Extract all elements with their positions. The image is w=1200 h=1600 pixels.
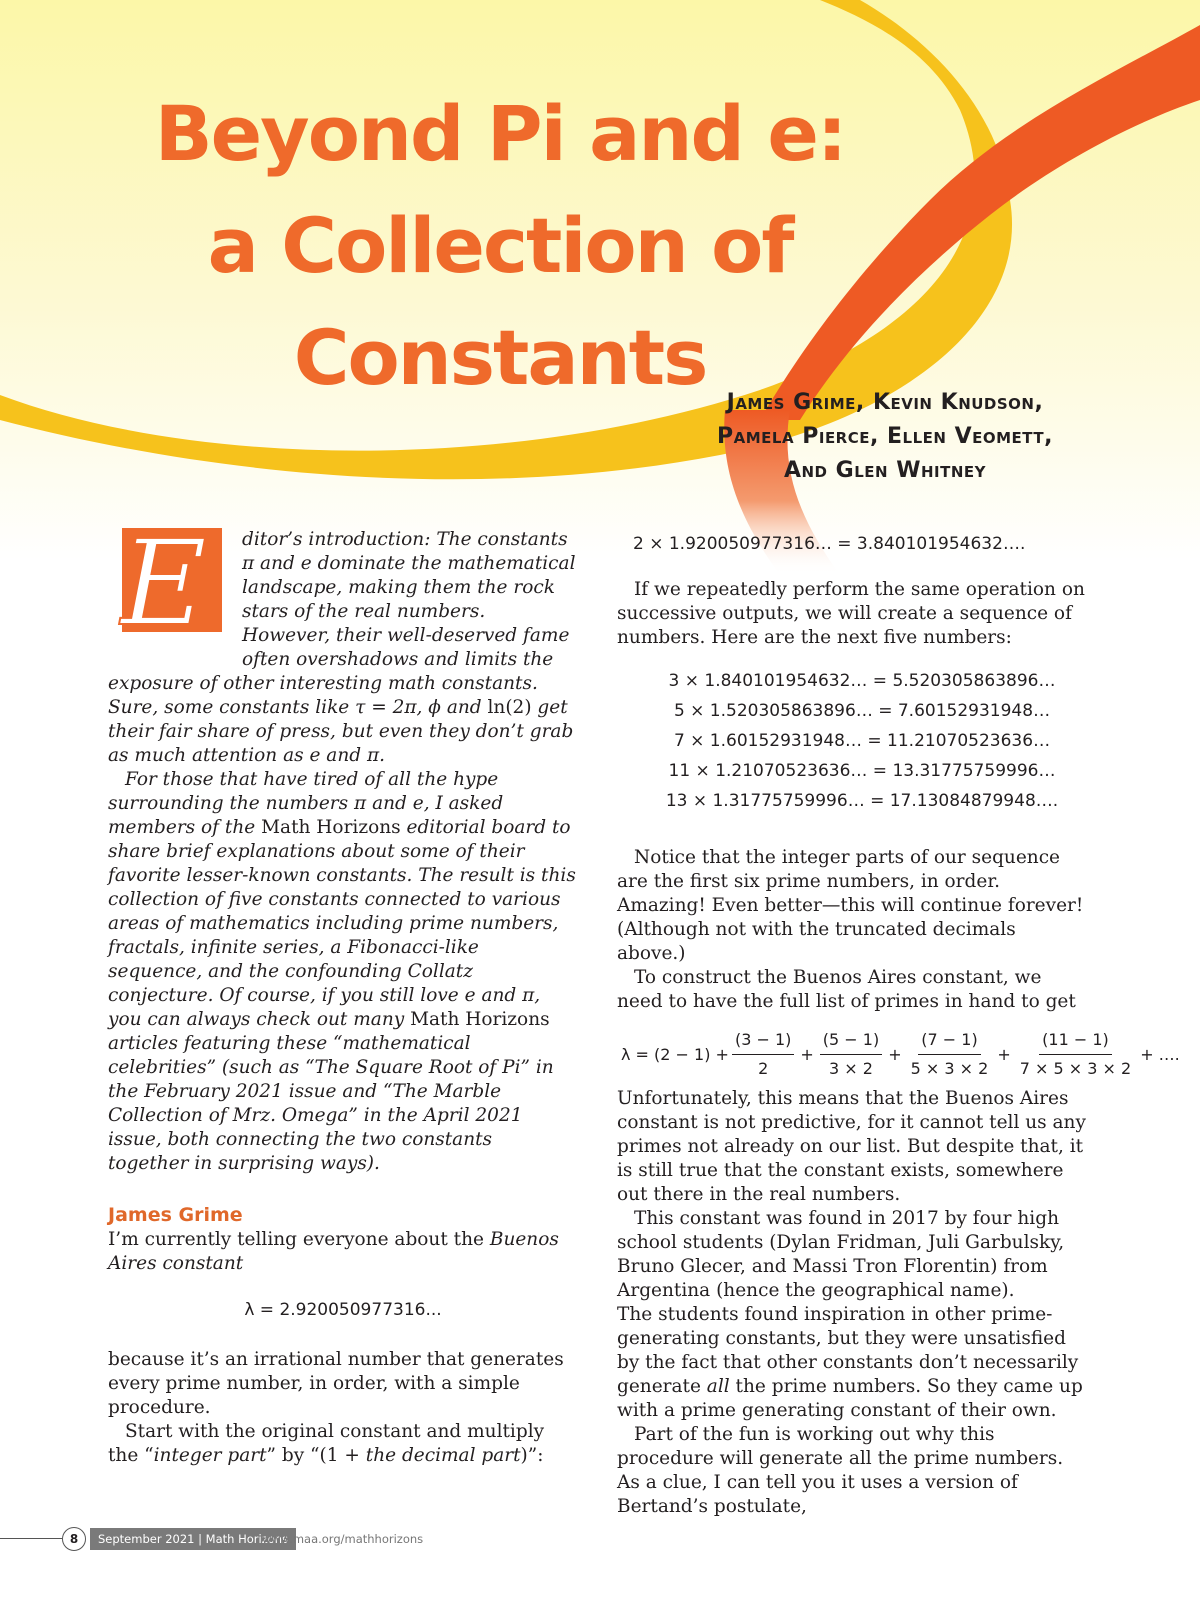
body-text: I’m currently telling everyone about the xyxy=(108,1229,490,1250)
intro-text: and e, I asked members of the xyxy=(108,793,504,838)
body-text: )”: xyxy=(520,1445,544,1466)
footer-url[interactable]: www.maa.org/mathhorizons xyxy=(262,1532,424,1546)
body-paragraph xyxy=(108,1420,578,1468)
title-line-3: Constants xyxy=(293,313,707,402)
series-tail: + …. xyxy=(1140,1044,1180,1064)
intro-paragraph-2 xyxy=(108,768,578,1176)
article-title xyxy=(120,78,880,414)
intro-text: ditor’s introduction: The constants xyxy=(242,529,568,550)
dropcap xyxy=(106,528,226,648)
body-text: Start with the original constant and multiply the “ xyxy=(108,1421,545,1466)
intro-text: editorial board to share brief explanations about some of their favorite lesser-known constants. The result is this collection of five constants connected to various areas of mathematics including prime numbers, fractals, infinite series, a Fibonacci-like sequence, and the confounding Collatz conjecture. Of course, if you still love e and xyxy=(108,817,576,1006)
emphasis-text: all xyxy=(706,1376,730,1397)
plus-sign: + xyxy=(800,1044,814,1064)
intro-text: articles featuring these “mathematical celebrities” (such as “The Square Root of Pi” in the February 2021 issue and “The Marble Collection of Mrz. Omega” in the April 2021 issue, both connecting the two constants together in surprising ways). xyxy=(108,1033,554,1174)
equation-list xyxy=(637,666,1087,816)
lambda-equation: λ = 2.920050977316... xyxy=(244,1300,442,1320)
body-paragraph xyxy=(617,1303,1087,1423)
left-column xyxy=(108,528,578,1468)
authors-line-3: And Glen Whitney xyxy=(783,458,987,483)
body-paragraph: Part of the fun is working out why this procedure will generate all the prime numbers. As a clue, I can tell you it uses a version of Bertand’s postulate, xyxy=(617,1424,1064,1517)
intro-text: and xyxy=(254,553,301,574)
footer-rule xyxy=(0,1538,62,1539)
page-footer xyxy=(0,1526,460,1552)
article-authors xyxy=(650,386,1120,488)
pi-symbol: π. xyxy=(366,745,386,766)
ln2-expression: ln(2) xyxy=(487,697,532,718)
body-text: the prime numbers. So they came up with a prime generating constant of their own. xyxy=(617,1376,1083,1421)
fraction xyxy=(820,1028,882,1081)
pi-symbol: π xyxy=(242,553,255,574)
equation-row: 5 × 1.520305863896… = 7.60152931948… xyxy=(673,701,1051,721)
fraction xyxy=(1017,1028,1134,1081)
right-body-text xyxy=(617,578,1087,650)
title-line-1: Beyond Pi and e: xyxy=(154,89,846,178)
emphasis-text: Buenos Aires constant xyxy=(108,1229,559,1274)
authors-line-2: Pamela Pierce, Ellen Veomett, xyxy=(717,424,1053,449)
right-body-text xyxy=(617,1087,1087,1519)
fraction-numerator: (5 − 1) xyxy=(820,1028,882,1055)
equation-row: 3 × 1.840101954632… = 5.520305863896… xyxy=(668,671,1056,691)
equation-first: 2 × 1.920050977316… = 3.840101954632…. xyxy=(633,534,1026,554)
body-paragraph: If we repeatedly perform the same operation on successive outputs, we will create a sequence of numbers. Here are the next five numbers: xyxy=(617,579,1085,648)
right-body-text xyxy=(617,846,1087,1014)
tau-expression: τ = 2π, ϕ xyxy=(355,697,441,718)
body-paragraph: This constant was found in 2017 by four high school students (Dylan Fridman, Juli Garbulsky, Bruno Glecer, and Massi Tron Florentin) from Argentina (hence the geographical name). xyxy=(617,1208,1065,1301)
dropcap-letter: E xyxy=(120,528,208,648)
intro-text: you can always check out many xyxy=(108,1009,411,1030)
body-paragraph: Notice that the integer parts of our sequence are the first six prime numbers, in order. Amazing! Even better—this will continue forever! (Although not with the truncated decimals above.) xyxy=(617,847,1084,964)
intro-text: For those that have tired of all the hype surrounding the numbers xyxy=(108,769,499,814)
authors-line-1: James Grime, Kevin Knudson, xyxy=(726,390,1044,415)
right-column xyxy=(617,528,1180,1519)
fraction-numerator: (11 − 1) xyxy=(1039,1028,1112,1055)
pi-symbol: π, xyxy=(522,985,541,1006)
body-paragraph xyxy=(108,1228,578,1276)
plus-sign: + xyxy=(997,1044,1011,1064)
title-line-2: a Collection of xyxy=(207,201,793,290)
plus-sign: + xyxy=(888,1044,902,1064)
intro-text: get their fair share of press, but even they don’t grab as much attention as e and xyxy=(108,697,574,766)
fraction xyxy=(908,1028,992,1081)
page-number: 8 xyxy=(62,1527,86,1551)
fraction-denominator: 2 xyxy=(758,1059,769,1078)
body-text: ” by “(1 + xyxy=(266,1445,366,1466)
pi-symbol: π xyxy=(354,793,367,814)
intro-text: and xyxy=(440,697,488,718)
equation-row: 7 × 1.60152931948… = 11.21070523636… xyxy=(673,731,1051,751)
issue-label: September 2021 | Math Horizons xyxy=(90,1528,296,1550)
body-paragraph: To construct the Buenos Aires constant, we need to have the full list of primes in hand to get xyxy=(617,967,1076,1012)
intro-text: dominate the mathematical landscape, making them the rock stars of the real numbers. However, their well-deserved fame often overshadows and limits the exposure of other interesting math constants. Sure, some constants like xyxy=(108,553,576,718)
magazine-name: Math Horizons xyxy=(410,1009,550,1030)
series-lead: λ = (2 − 1) + xyxy=(621,1044,729,1064)
fraction-denominator: 3 × 2 xyxy=(829,1059,873,1078)
e-symbol: e xyxy=(300,553,312,574)
emphasis-text: the decimal part xyxy=(365,1445,521,1466)
body-paragraph: because it’s an irrational number that generates every prime number, in order, with a simple procedure. xyxy=(108,1349,564,1418)
dropcap-e-icon xyxy=(106,528,226,648)
equation-row: 13 × 1.31775759996… = 17.13084879948…. xyxy=(665,791,1059,811)
fraction-denominator: 7 × 5 × 3 × 2 xyxy=(1019,1059,1132,1078)
series-equation xyxy=(621,1028,1180,1081)
fraction-numerator: (3 − 1) xyxy=(732,1028,794,1055)
fraction-denominator: 5 × 3 × 2 xyxy=(910,1059,989,1078)
section-heading: James Grime xyxy=(108,1204,243,1226)
emphasis-text: integer part xyxy=(153,1445,267,1466)
magazine-name: Math Horizons xyxy=(261,817,401,838)
left-body-text xyxy=(108,1228,578,1468)
fraction-numerator: (7 − 1) xyxy=(918,1028,980,1055)
fraction xyxy=(732,1028,794,1081)
body-paragraph: Unfortunately, this means that the Buenos Aires constant is not predictive, for it cannot tell us any primes not already on our list. But despite that, it is still true that the constant exists, somewhere out there in the real numbers. xyxy=(617,1088,1086,1205)
equation-row: 11 × 1.21070523636… = 13.31775759996… xyxy=(668,761,1056,781)
body-text: The students found inspiration in other prime-generating constants, but they were unsatisfied by the fact that other constants don’t necessarily generate xyxy=(617,1304,1079,1397)
